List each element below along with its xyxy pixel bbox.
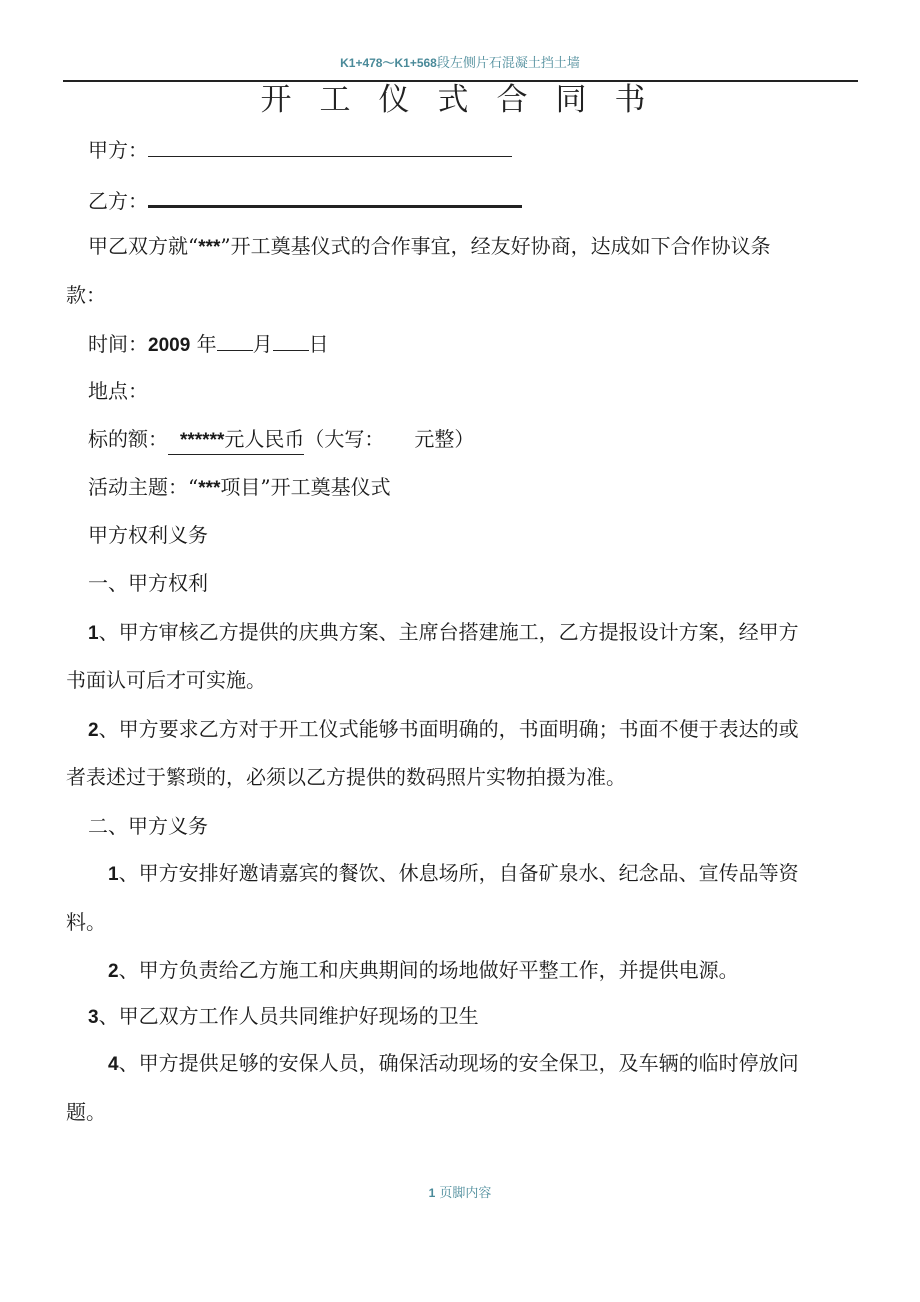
time-label: 时间：: [88, 332, 148, 356]
duty-2-line1: 、甲方负责给乙方施工和庆典期间的场地做好平整工作，并提供电源。: [118, 958, 739, 982]
duty-item-3: [88, 1003, 479, 1031]
party-b-label: 乙方：: [88, 189, 148, 213]
theme-label: 活动主题：“: [88, 475, 199, 499]
time-line: [88, 330, 329, 359]
party-b-blank: [148, 185, 522, 208]
page-header: [0, 52, 920, 71]
document-title: 开工仪式合同书: [260, 82, 674, 118]
intro-line-2: 款：: [66, 283, 106, 307]
intro-line-1: [88, 233, 771, 261]
party-a-label: 甲方：: [88, 138, 148, 162]
time-year-unit: 年: [196, 332, 217, 356]
duty-item-4-cont: 题。: [66, 1100, 106, 1124]
page-footer: [0, 1182, 920, 1201]
duty-item-1-cont: 料。: [66, 910, 106, 934]
place-line: 地点：: [88, 379, 148, 403]
theme-line: [88, 474, 391, 502]
theme-value: 项目”开工奠基仪式: [220, 475, 391, 499]
theme-stars: ***: [198, 478, 221, 499]
party-b-line: [88, 185, 522, 214]
right-item-2-cont: 者表述过于繁琐的，必须以乙方提供的数码照片实物拍摄为准。: [66, 765, 626, 789]
amount-label: 标的额：: [88, 427, 168, 451]
intro-post: ”开工奠基仪式的合作事宜，经友好协商，达成如下合作协议条: [220, 234, 771, 258]
duty-item-1: [108, 860, 799, 888]
right-1-line1: 、甲方审核乙方提供的庆典方案、主席台搭建施工，乙方提报设计方案，经甲方: [98, 620, 799, 644]
duty-4-num: 4: [108, 1054, 119, 1075]
duty-2-num: 2: [108, 961, 119, 982]
amount-value: 元人民币: [224, 427, 305, 451]
header-text: 段左侧片石混凝土挡土墙: [436, 56, 580, 71]
time-year: 2009: [148, 335, 191, 356]
time-month-unit: 月: [252, 332, 273, 356]
intro-stars: ***: [198, 237, 221, 258]
right-item-1-cont: 书面认可后才可实施。: [66, 668, 266, 692]
duty-item-4: [108, 1050, 799, 1078]
right-2-num: 2: [88, 720, 99, 741]
right-item-1: [88, 619, 799, 647]
header-range: K1+478～K1+568: [340, 56, 437, 70]
right-2-line1: 、甲方要求乙方对于开工仪式能够书面明确的，书面明确；书面不便于表达的或: [98, 717, 799, 741]
duty-3-line1: 、甲乙双方工作人员共同维护好现场的卫生: [98, 1004, 479, 1028]
amount-underlined: [168, 426, 304, 455]
duty-item-2: [108, 957, 739, 985]
amount-stars: ******: [180, 430, 225, 451]
party-a-blank: [148, 136, 512, 157]
duty-4-line1: 、甲方提供足够的安保人员，确保活动现场的安全保卫，及车辆的临时停放问: [118, 1051, 799, 1075]
intro-pre: 甲乙双方就“: [88, 234, 199, 258]
section-a-title: 甲方权利义务: [88, 523, 208, 547]
duties-heading: 二、甲方义务: [88, 814, 208, 838]
right-item-2: [88, 716, 799, 744]
month-blank: [217, 330, 253, 351]
duty-3-num: 3: [88, 1007, 99, 1028]
rights-heading: 一、甲方权利: [88, 571, 208, 595]
footer-text: 页脚内容: [439, 1186, 492, 1201]
day-blank: [273, 330, 309, 351]
footer-page-number: 1: [428, 1186, 436, 1200]
amount-line: [88, 426, 474, 455]
amount-caps: （大写： 元整）: [304, 427, 475, 451]
party-a-line: [88, 136, 512, 163]
duty-1-num: 1: [108, 864, 119, 885]
duty-1-line1: 、甲方安排好邀请嘉宾的餐饮、休息场所，自备矿泉水、纪念品、宣传品等资: [118, 861, 799, 885]
time-day-unit: 日: [308, 332, 329, 356]
right-1-num: 1: [88, 623, 99, 644]
